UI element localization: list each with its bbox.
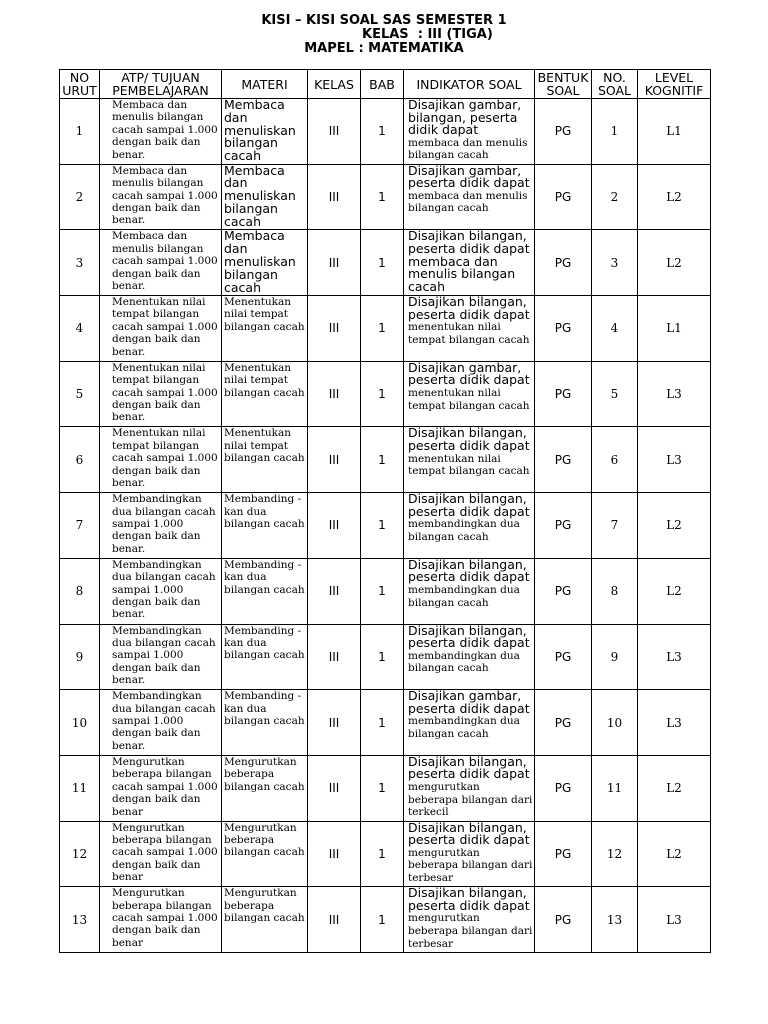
indikator-lead: Disajikan bilangan, peserta didik dapat membaca dan menulis bilangan cacah [408,229,530,294]
col-header-atp: ATP/ TUJUAN PEMBELAJARAN [100,70,222,99]
indikator-lead: Disajikan bilangan, peserta didik dapat [408,426,530,454]
cell-no-soal: 3 [592,230,638,296]
cell-bentuk-soal: PG [535,887,592,953]
indikator-detail: mengurutkan beberapa bilangan dari terbesar [408,846,533,884]
cell-bab: 1 [361,164,404,230]
cell-indikator [404,493,535,559]
cell-level-kognitif: L2 [638,493,711,559]
table-row [60,493,711,559]
cell-atp: Membandingkan dua bilangan cacah sampai 1.000 dengan baik dan benar. [100,624,222,690]
table-header-row [60,70,711,99]
cell-atp: Membandingkan dua bilangan cacah sampai 1.000 dengan baik dan benar. [100,493,222,559]
cell-bab: 1 [361,427,404,493]
cell-bab: 1 [361,690,404,756]
cell-bab: 1 [361,361,404,427]
cell-indikator [404,558,535,624]
indikator-detail: membaca dan menulis bilangan cacah [408,189,528,215]
cell-indikator [404,755,535,821]
cell-no-soal: 10 [592,690,638,756]
indikator-lead: Disajikan bilangan, peserta didik dapat [408,295,530,322]
cell-atp: Mengurutkan beberapa bilangan cacah sampai 1.000 dengan baik dan benar [100,755,222,821]
cell-bab: 1 [361,558,404,624]
cell-bab: 1 [361,296,404,362]
table-row [60,821,711,887]
cell-materi: Membaca dan menuliskan bilangan cacah [222,230,308,296]
col-header-level-kognitif: LEVEL KOGNITIF [638,70,711,99]
cell-no-urut: 2 [60,164,100,230]
indikator-detail: menentukan nilai tempat bilangan cacah [408,321,530,346]
indikator-lead: Disajikan gambar, peserta didik dapat [408,361,530,388]
cell-kelas: III [308,558,361,624]
cell-bab: 1 [361,99,404,165]
col-header-kelas: KELAS [308,70,361,99]
cell-no-urut: 10 [60,690,100,756]
cell-no-soal: 8 [592,558,638,624]
cell-materi: Membaca dan menuliskan bilangan cacah [222,99,308,165]
cell-bentuk-soal: PG [535,493,592,559]
cell-materi: Mengurutkan beberapa bilangan cacah [222,755,308,821]
indikator-lead: Disajikan bilangan, peserta didik dapat [408,755,530,782]
table-row [60,164,711,230]
indikator-detail: menentukan nilai tempat bilangan cacah [408,452,530,478]
col-header-bentuk-soal: BENTUK SOAL [535,70,592,99]
indikator-detail: membandingkan dua bilangan cacah [408,715,520,740]
cell-indikator [404,624,535,690]
indikator-detail: menentukan nilai tempat bilangan cacah [408,386,530,412]
kisi-kisi-table [59,69,711,953]
cell-indikator [404,427,535,493]
table-row [60,558,711,624]
cell-no-soal: 12 [592,821,638,887]
cell-no-soal: 2 [592,164,638,230]
cell-level-kognitif: L2 [638,821,711,887]
cell-no-urut: 4 [60,296,100,362]
cell-atp: Mengurutkan beberapa bilangan cacah sampai 1.000 dengan baik dan benar [100,821,222,887]
cell-bentuk-soal: PG [535,624,592,690]
cell-materi: Mengurutkan beberapa bilangan cacah [222,821,308,887]
cell-kelas: III [308,887,361,953]
cell-kelas: III [308,164,361,230]
cell-bentuk-soal: PG [535,558,592,624]
cell-atp: Menentukan nilai tempat bilangan cacah sampai 1.000 dengan baik dan benar. [100,361,222,427]
indikator-detail: mengurutkan beberapa bilangan dari terkecil [408,781,533,819]
cell-level-kognitif: L3 [638,690,711,756]
indikator-lead: Disajikan bilangan, peserta didik dapat [408,821,530,848]
cell-bentuk-soal: PG [535,296,592,362]
cell-indikator [404,361,535,427]
indikator-lead: Disajikan gambar, peserta didik dapat [408,689,530,716]
cell-materi: Membaca dan menuliskan bilangan cacah [222,164,308,230]
cell-bentuk-soal: PG [535,821,592,887]
cell-indikator [404,99,535,165]
indikator-detail: membaca dan menulis bilangan cacah [408,136,528,162]
cell-materi: Membanding - kan dua bilangan cacah [222,558,308,624]
cell-indikator [404,296,535,362]
table-row [60,690,711,756]
cell-atp: Membaca dan menulis bilangan cacah sampai 1.000 dengan baik dan benar. [100,164,222,230]
cell-no-soal: 1 [592,99,638,165]
cell-no-soal: 4 [592,296,638,362]
cell-no-urut: 1 [60,99,100,165]
cell-no-urut: 11 [60,755,100,821]
cell-indikator [404,690,535,756]
table-row [60,230,711,296]
indikator-detail: membandingkan dua bilangan cacah [408,518,520,543]
indikator-lead: Disajikan gambar, peserta didik dapat [408,164,530,191]
cell-kelas: III [308,690,361,756]
cell-bentuk-soal: PG [535,690,592,756]
cell-kelas: III [308,296,361,362]
cell-bentuk-soal: PG [535,164,592,230]
cell-no-urut: 8 [60,558,100,624]
table-row [60,887,711,953]
table-row [60,99,711,165]
cell-bab: 1 [361,887,404,953]
cell-no-urut: 7 [60,493,100,559]
table-row [60,427,711,493]
cell-no-soal: 13 [592,887,638,953]
cell-materi: Membanding - kan dua bilangan cacah [222,624,308,690]
cell-kelas: III [308,361,361,427]
table-row [60,624,711,690]
col-header-no-soal: NO. SOAL [592,70,638,99]
document-title: KISI – KISI SOAL SAS SEMESTER 1 [261,13,507,28]
cell-atp: Membaca dan menulis bilangan cacah sampai 1.000 dengan baik dan benar. [100,99,222,165]
cell-level-kognitif: L3 [638,427,711,493]
cell-bentuk-soal: PG [535,427,592,493]
cell-level-kognitif: L3 [638,624,711,690]
cell-atp: Membaca dan menulis bilangan cacah sampai 1.000 dengan baik dan benar. [100,230,222,296]
cell-kelas: III [308,427,361,493]
cell-materi: Membanding -kan dua bilangan cacah [222,690,308,756]
cell-no-urut: 6 [60,427,100,493]
table-row [60,296,711,362]
cell-atp: Menentukan nilai tempat bilangan cacah sampai 1.000 dengan baik dan benar. [100,427,222,493]
cell-bab: 1 [361,493,404,559]
cell-level-kognitif: L3 [638,361,711,427]
cell-bentuk-soal: PG [535,361,592,427]
cell-no-urut: 13 [60,887,100,953]
cell-atp: Menentukan nilai tempat bilangan cacah sampai 1.000 dengan baik dan benar. [100,296,222,362]
cell-atp: Membandingkan dua bilangan cacah sampai 1.000 dengan baik dan benar. [100,690,222,756]
cell-level-kognitif: L2 [638,558,711,624]
cell-materi: Membanding - kan dua bilangan cacah [222,493,308,559]
cell-kelas: III [308,493,361,559]
cell-materi: Menentukan nilai tempat bilangan cacah [222,296,308,362]
subject-line: MAPEL : MATEMATIKA [304,41,464,56]
cell-no-soal: 11 [592,755,638,821]
class-line: KELAS : III (TIGA) [362,27,493,42]
cell-bab: 1 [361,821,404,887]
cell-level-kognitif: L2 [638,755,711,821]
cell-bab: 1 [361,624,404,690]
col-header-bab: BAB [361,70,404,99]
cell-materi: Menentukan nilai tempat bilangan cacah [222,427,308,493]
indikator-detail: mengurutkan beberapa bilangan dari terbesar [408,912,533,950]
cell-indikator [404,821,535,887]
cell-kelas: III [308,821,361,887]
cell-level-kognitif: L1 [638,99,711,165]
cell-kelas: III [308,99,361,165]
indikator-lead: Disajikan bilangan, peserta didik dapat [408,492,530,519]
cell-kelas: III [308,230,361,296]
cell-level-kognitif: L2 [638,230,711,296]
cell-level-kognitif: L3 [638,887,711,953]
indikator-detail: membandingkan dua bilangan cacah [408,649,520,675]
cell-bab: 1 [361,230,404,296]
cell-atp: Membandingkan dua bilangan cacah sampai 1.000 dengan baik dan benar. [100,558,222,624]
cell-no-soal: 9 [592,624,638,690]
indikator-lead: Disajikan gambar, bilangan, peserta didik dapat [408,98,522,138]
cell-bentuk-soal: PG [535,99,592,165]
cell-atp: Mengurutkan beberapa bilangan cacah sampai 1.000 dengan baik dan benar [100,887,222,953]
cell-no-soal: 5 [592,361,638,427]
cell-indikator [404,230,535,296]
cell-materi: Mengurutkan beberapa bilangan cacah [222,887,308,953]
cell-level-kognitif: L2 [638,164,711,230]
cell-no-urut: 12 [60,821,100,887]
cell-no-urut: 5 [60,361,100,427]
cell-no-urut: 9 [60,624,100,690]
table-row [60,755,711,821]
table-body [60,99,711,953]
indikator-lead: Disajikan bilangan, peserta didik dapat [408,624,530,651]
cell-indikator [404,887,535,953]
cell-level-kognitif: L1 [638,296,711,362]
cell-bentuk-soal: PG [535,755,592,821]
col-header-materi: MATERI [222,70,308,99]
cell-kelas: III [308,624,361,690]
cell-materi: Menentukan nilai tempat bilangan cacah [222,361,308,427]
cell-no-urut: 3 [60,230,100,296]
cell-no-soal: 6 [592,427,638,493]
col-header-indikator: INDIKATOR SOAL [404,70,535,99]
cell-bentuk-soal: PG [535,230,592,296]
col-header-no-urut: NO URUT [60,70,100,99]
cell-no-soal: 7 [592,493,638,559]
indikator-detail: membandingkan dua bilangan cacah [408,584,520,609]
table-row [60,361,711,427]
indikator-lead: Disajikan bilangan, peserta didik dapat [408,558,530,585]
cell-bab: 1 [361,755,404,821]
cell-kelas: III [308,755,361,821]
indikator-lead: Disajikan bilangan, peserta didik dapat [408,886,530,913]
cell-indikator [404,164,535,230]
